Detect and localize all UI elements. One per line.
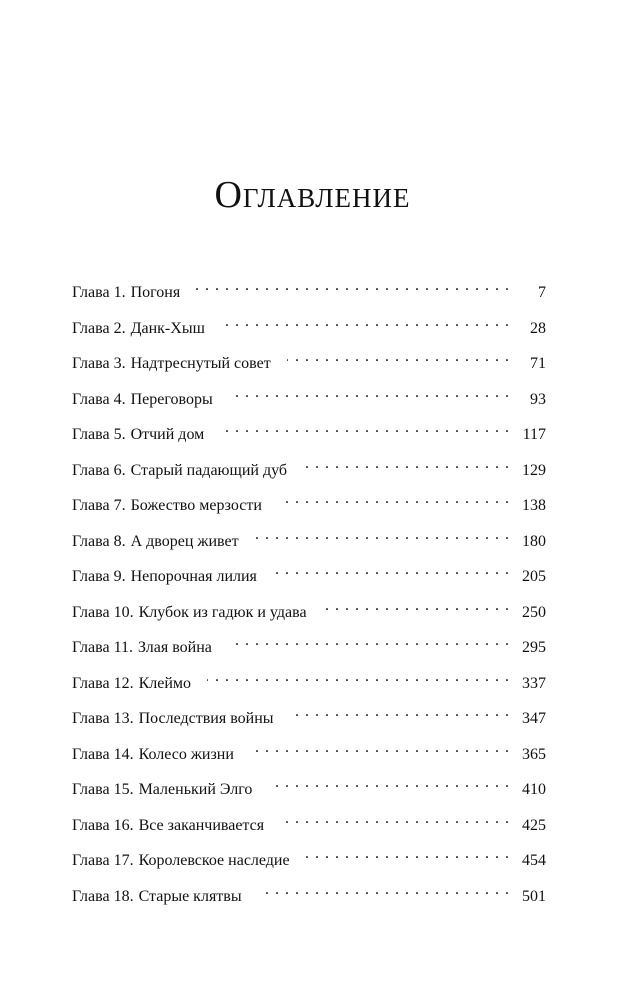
toc-entry-title <box>72 531 239 553</box>
toc-entry <box>72 275 546 311</box>
toc-chapter-number: Глава 12. <box>72 674 134 692</box>
toc-leader-dots <box>221 311 510 333</box>
toc-chapter-name: Колесо жизни <box>138 745 234 763</box>
toc-chapter-name: Старые клятвы <box>138 887 242 905</box>
toc-page-number: 425 <box>522 816 546 834</box>
toc-leader-dots <box>228 630 510 652</box>
toc-entry <box>72 382 546 418</box>
toc-leader-dots <box>229 382 510 404</box>
toc-entry-title <box>72 495 262 517</box>
toc-leader-dots <box>278 488 510 510</box>
toc-entry <box>72 772 546 808</box>
toc-page-number: 365 <box>522 745 546 763</box>
toc-entry <box>72 879 546 915</box>
toc-chapter-name: Непорочная лилия <box>130 568 257 585</box>
toc-chapter-name: Погоня <box>130 284 181 301</box>
toc-chapter-name: Старый падающий дуб <box>130 461 288 479</box>
toc-entry <box>72 630 546 666</box>
toc-leader-dots <box>196 275 510 297</box>
toc-chapter-name: Отчий дом <box>130 426 205 443</box>
toc-entry-title <box>72 460 287 482</box>
toc-chapter-name: Клеймо <box>138 674 192 692</box>
toc-chapter-number: Глава 2. <box>72 319 126 337</box>
toc-chapter-number: Глава 16. <box>72 816 134 834</box>
toc-entry-title <box>72 744 234 766</box>
toc-entry <box>72 346 546 382</box>
toc-leader-dots <box>207 666 510 688</box>
toc-page-number: 337 <box>522 674 546 692</box>
toc-page-number: 129 <box>522 461 546 479</box>
toc-entry-title <box>72 602 307 624</box>
toc-chapter-name: А дворец живет <box>130 532 239 550</box>
toc-entry-title <box>72 673 191 695</box>
toc-entry-title <box>72 708 274 730</box>
toc-entry <box>72 808 546 844</box>
toc-chapter-name: Клубок из гадюк и удава <box>138 603 307 621</box>
toc-page-number: 250 <box>522 603 546 621</box>
toc-chapter-number: Глава 15. <box>72 781 134 798</box>
toc-entry <box>72 737 546 773</box>
toc-page-number: 7 <box>538 284 546 301</box>
toc-chapter-number: Глава 11. <box>72 639 133 656</box>
toc-chapter-number: Глава 7. <box>72 497 126 514</box>
toc-leader-dots <box>250 737 510 759</box>
toc-entry <box>72 417 546 453</box>
toc-chapter-name: Злая война <box>137 639 212 656</box>
toc-leader-dots <box>290 701 510 723</box>
toc-entry-title <box>72 815 264 837</box>
toc-chapter-number: Глава 3. <box>72 355 126 372</box>
toc-page-number: 138 <box>522 497 546 514</box>
toc-chapter-number: Глава 13. <box>72 710 134 727</box>
toc-entry <box>72 595 546 631</box>
toc-page-number: 28 <box>530 319 546 337</box>
toc-entry-title <box>72 886 242 908</box>
toc-leader-dots <box>255 524 510 546</box>
toc-chapter-number: Глава 8. <box>72 532 126 550</box>
toc-chapter-number: Глава 18. <box>72 887 134 905</box>
toc-chapter-name: Все заканчивается <box>138 816 265 834</box>
toc-entry <box>72 559 546 595</box>
toc-entry <box>72 311 546 347</box>
toc-chapter-number: Глава 14. <box>72 745 134 763</box>
toc-chapter-number: Глава 6. <box>72 461 126 479</box>
toc-entry-title <box>72 353 271 375</box>
toc-entry <box>72 524 546 560</box>
toc-chapter-number: Глава 5. <box>72 426 126 443</box>
toc-page-number: 205 <box>522 568 546 585</box>
toc-leader-dots <box>220 417 510 439</box>
toc-leader-dots <box>268 772 510 794</box>
toc-chapter-name: Данк-Хыш <box>130 319 205 337</box>
toc-chapter-name: Надтреснутый совет <box>130 355 271 372</box>
toc-page-number: 117 <box>522 426 546 443</box>
toc-page-number: 93 <box>530 390 546 408</box>
toc-chapter-name: Божество мерзости <box>130 497 262 514</box>
toc-entry-title <box>72 637 212 659</box>
table-of-contents <box>72 275 546 914</box>
toc-entry-title <box>72 318 205 340</box>
toc-leader-dots <box>258 879 510 901</box>
toc-entry <box>72 453 546 489</box>
toc-page-number: 71 <box>530 355 546 372</box>
toc-leader-dots <box>280 808 510 830</box>
toc-entry <box>72 488 546 524</box>
toc-chapter-number: Глава 17. <box>72 852 134 869</box>
toc-leader-dots <box>273 559 510 581</box>
toc-page-number: 501 <box>522 887 546 905</box>
toc-page-number: 347 <box>522 710 546 727</box>
toc-leader-dots <box>323 595 510 617</box>
toc-entry <box>72 843 546 879</box>
toc-entry-title <box>72 282 180 304</box>
toc-entry-title <box>72 779 252 801</box>
toc-chapter-name: Последствия войны <box>138 710 274 727</box>
toc-entry-title <box>72 389 213 411</box>
toc-chapter-number: Глава 1. <box>72 284 126 301</box>
page-title: Оглавление <box>214 174 411 217</box>
toc-chapter-number: Глава 9. <box>72 568 126 585</box>
toc-page-number: 410 <box>522 781 546 798</box>
toc-entry-title <box>72 424 204 446</box>
toc-chapter-name: Маленький Элго <box>138 781 253 798</box>
toc-chapter-name: Переговоры <box>130 390 213 408</box>
toc-entry-title <box>72 850 290 872</box>
toc-page-number: 180 <box>522 532 546 550</box>
toc-entry-title <box>72 566 257 588</box>
toc-leader-dots <box>287 346 510 368</box>
toc-page-number: 454 <box>522 852 546 869</box>
toc-leader-dots <box>303 453 510 475</box>
toc-leader-dots <box>306 843 510 865</box>
toc-entry <box>72 701 546 737</box>
toc-chapter-name: Королевское наследие <box>138 852 290 869</box>
toc-entry <box>72 666 546 702</box>
toc-chapter-number: Глава 4. <box>72 390 126 408</box>
toc-chapter-number: Глава 10. <box>72 603 134 621</box>
toc-page-number: 295 <box>522 639 546 656</box>
